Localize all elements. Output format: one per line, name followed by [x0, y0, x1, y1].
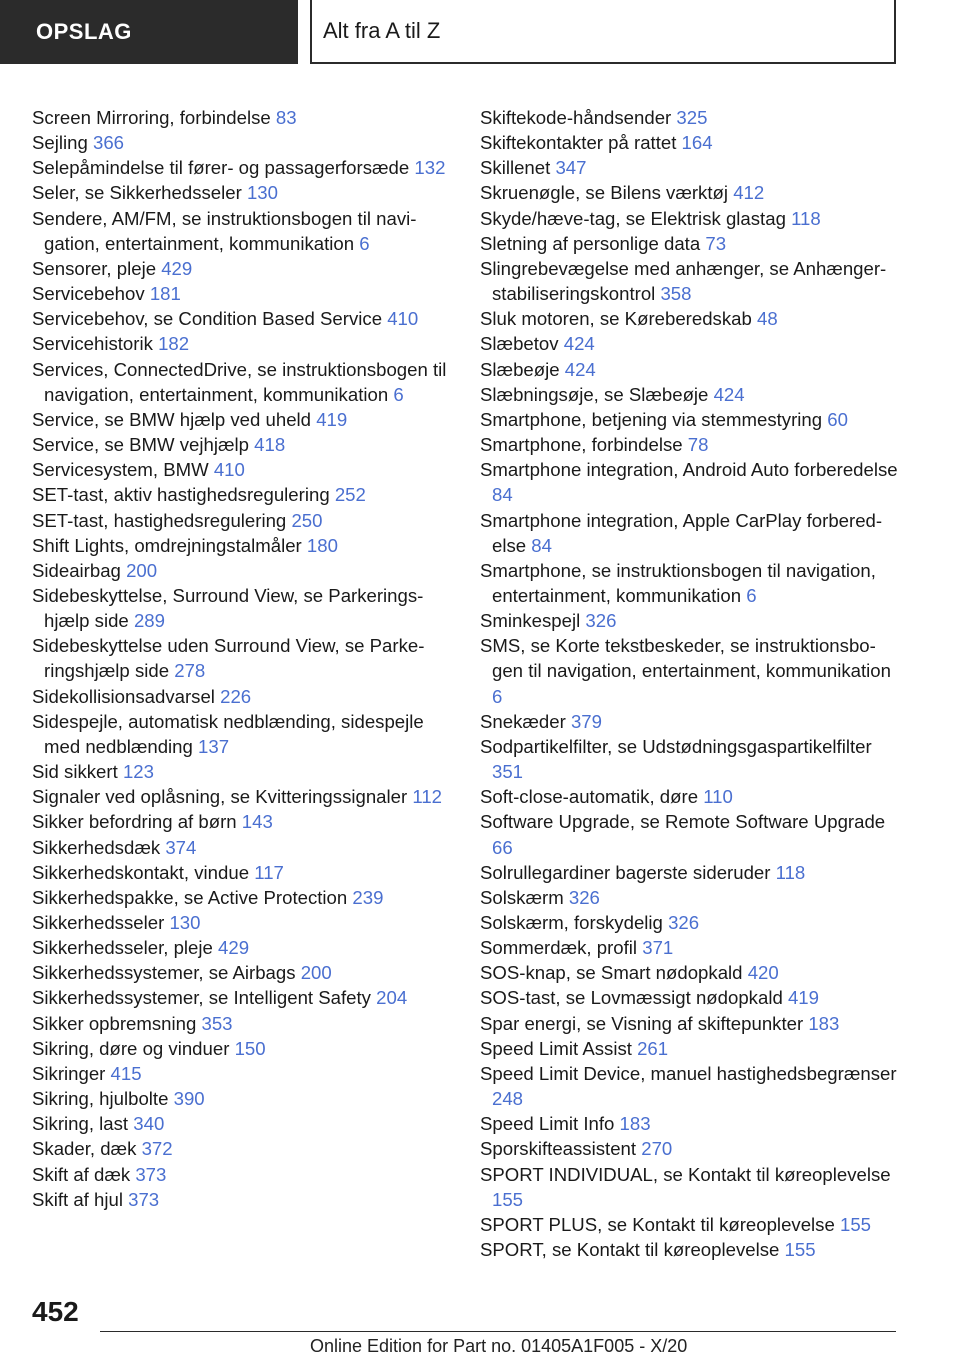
index-entry-text: Sikkerhedskontakt, vindue [32, 861, 250, 883]
index-entry [480, 985, 900, 1010]
index-entry-text: Skyde/hæve-tag, se Elektrisk glastag [480, 207, 786, 229]
index-page-link[interactable]: 6 [393, 383, 404, 405]
index-entry [32, 256, 452, 281]
footer-edition: Online Edition for Part no. 01405A1F005 - X/20 [310, 1336, 688, 1356]
index-entry [32, 407, 452, 432]
index-page-link[interactable]: 130 [246, 182, 278, 204]
index-entry-text: Smartphone integration, Apple CarPlay forberedelse [480, 509, 883, 556]
index-entry [32, 985, 452, 1010]
index-entry [32, 533, 452, 558]
index-entry-text: SPORT, se Kontakt til køreoplevelse [480, 1239, 780, 1261]
index-page-link[interactable]: 270 [641, 1138, 673, 1160]
index-page-link[interactable]: 429 [161, 257, 193, 279]
index-page-link[interactable]: 182 [158, 333, 190, 355]
index-entry-text: Skift af hjul [32, 1188, 123, 1210]
index-entry-text: SET-tast, aktiv hastighedsregulering [32, 484, 330, 506]
index-page-link[interactable]: 66 [492, 836, 513, 858]
index-page-link[interactable]: 325 [676, 107, 708, 128]
index-page-link[interactable]: 347 [555, 157, 587, 179]
index-entry-text: Skiftekode-håndsender [480, 107, 672, 128]
index-page-link[interactable]: 373 [135, 1163, 167, 1185]
index-entry [32, 1136, 452, 1161]
index-page-link[interactable]: 84 [492, 484, 513, 506]
index-entry-text: Signaler ved oplåsning, se Kvitteringssignaler [32, 786, 408, 808]
index-entry [32, 759, 452, 784]
index-page-link[interactable]: 366 [93, 132, 125, 154]
index-entry-text: Sikkerhedsseler, pleje [32, 937, 213, 959]
index-entry [32, 508, 452, 533]
index-entry [32, 432, 452, 457]
index-page-link[interactable]: 132 [414, 157, 446, 179]
index-page-link[interactable]: 420 [747, 962, 779, 984]
footer-rule [100, 1331, 896, 1332]
index-entry-text: SPORT PLUS, se Kontakt til køreoplevelse [480, 1213, 835, 1235]
index-entry [480, 407, 900, 432]
index-entry-text: Servicebehov, se Condition Based Service [32, 308, 383, 330]
index-entry-text: Sminkespejl [480, 610, 581, 632]
index-entry [480, 306, 900, 331]
index-entry-text: Solskærm [480, 886, 564, 908]
index-entry-text: Sikring, døre og vinduer [32, 1037, 230, 1059]
index-entry-text: Slæbeøje [480, 358, 560, 380]
index-entry [480, 1061, 900, 1111]
index-entry [32, 180, 452, 205]
index-page-link[interactable]: 143 [241, 811, 273, 833]
index-entry-text: Seler, se Sikkerhedsseler [32, 182, 242, 204]
index-page-link[interactable]: 351 [492, 761, 524, 783]
index-page-link[interactable]: 117 [254, 861, 284, 883]
index-entry-text: Sidebeskyttelse, Surround View, se Parkeringshjælp side [32, 584, 424, 632]
index-entry-text: Smartphone, se instruktionsbogen til navigation, entertainment, kommunikation [480, 559, 876, 606]
index-column-right [480, 105, 900, 1262]
index-page-link[interactable]: 137 [198, 735, 230, 757]
index-entry-text: Solrullegardiner bagerste sideruder [480, 861, 771, 883]
index-page-link[interactable]: 326 [568, 886, 600, 908]
index-entry [480, 1136, 900, 1161]
index-page-link[interactable]: 180 [306, 534, 338, 556]
index-page-link[interactable]: 373 [128, 1188, 160, 1210]
index-page-link[interactable]: 412 [733, 182, 765, 204]
index-page-link[interactable]: 183 [619, 1113, 651, 1135]
index-entry [32, 935, 452, 960]
index-entry-text: Slæbetov [480, 333, 559, 355]
index-entry-text: Sikkerhedsseler [32, 912, 165, 933]
index-entry [32, 482, 452, 507]
index-entry-text: Sikkerhedsdæk [32, 836, 161, 858]
index-entry [480, 1162, 900, 1212]
index-page-link[interactable]: 204 [376, 987, 408, 1009]
index-entry-text: Service, se BMW vejhjælp [32, 434, 249, 456]
index-page-link[interactable]: 419 [787, 987, 819, 1009]
page-number: 452 [32, 1296, 79, 1327]
index-entry [480, 1111, 900, 1136]
index-entry-text: Servicesystem, BMW [32, 459, 209, 481]
index-entry [32, 1011, 452, 1036]
index-entry [480, 633, 900, 708]
index-page-link[interactable]: 390 [173, 1088, 205, 1110]
index-entry [32, 835, 452, 860]
index-entry-text: Spar energi, se Visning af skiftepunkter [480, 1012, 804, 1034]
index-page-link[interactable]: 379 [570, 710, 602, 732]
index-entry-text: Sikringer [32, 1062, 106, 1084]
index-page-link[interactable]: 419 [316, 408, 348, 430]
index-entry-text: Slæbningsøje, se Slæbeøje [480, 383, 709, 405]
index-entry [32, 457, 452, 482]
index-entry [32, 684, 452, 709]
index-page-link[interactable]: 6 [746, 584, 757, 606]
index-entry [480, 231, 900, 256]
index-entry [32, 281, 452, 306]
index-page-link[interactable]: 48 [756, 308, 778, 330]
index-entry [480, 432, 900, 457]
index-page-link[interactable]: 248 [492, 1088, 524, 1110]
index-page-link[interactable]: 418 [254, 434, 286, 456]
index-page-link[interactable]: 252 [334, 484, 366, 506]
index-entry [32, 910, 452, 935]
index-entry [32, 784, 452, 809]
index-entry [480, 960, 900, 985]
index-entry [480, 1011, 900, 1036]
index-page-link[interactable]: 118 [791, 207, 821, 229]
index-entry-text: Sendere, AM/FM, se instruktionsbogen til navigation, entertainment, kommunikation [32, 207, 417, 254]
index-page-link[interactable]: 200 [300, 962, 332, 984]
index-entry-text: Sikring, hjulbolte [32, 1088, 169, 1110]
index-page-link[interactable]: 239 [352, 886, 384, 908]
index-entry [480, 382, 900, 407]
index-entry-text: Smartphone integration, Android Auto forberedelse [480, 459, 898, 481]
index-entry-text: Speed Limit Assist [480, 1037, 632, 1059]
index-entry [480, 935, 900, 960]
index-entry [32, 105, 452, 130]
index-page-link[interactable]: 183 [808, 1012, 840, 1034]
index-page-link[interactable]: 289 [133, 610, 165, 632]
index-entry-text: Sikker befordring af børn [32, 811, 237, 833]
index-page-link[interactable]: 6 [359, 232, 370, 254]
index-entry-text: Servicebehov [32, 283, 145, 305]
index-entry-text: Smartphone, betjening via stemmestyring [480, 408, 823, 430]
index-entry-text: SMS, se Korte tekstbeskeder, se instruktionsbogen til navigation, entertainment, kommunikation [480, 635, 891, 682]
index-page-link[interactable]: 424 [564, 358, 596, 380]
index-entry-text: Services, ConnectedDrive, se instruktionsbogen til navigation, entertainment, kommunikation [32, 358, 447, 405]
index-entry-text: Soft-close-automatik, døre [480, 786, 699, 808]
index-entry-text: Sikkerhedspakke, se Active Protection [32, 886, 348, 908]
index-entry [32, 809, 452, 834]
index-column-left [32, 105, 452, 1212]
index-entry [480, 860, 900, 885]
index-entry [480, 885, 900, 910]
index-entry-text: Sideairbag [32, 559, 121, 581]
index-entry-text: SOS-knap, se Smart nødopkald [480, 962, 743, 984]
index-page-link[interactable]: 278 [174, 660, 206, 682]
index-entry [480, 508, 900, 558]
index-page-link[interactable]: 155 [840, 1213, 872, 1235]
section-tab: OPSLAG [0, 0, 298, 64]
index-entry [32, 206, 452, 256]
index-entry-text: Sensorer, pleje [32, 257, 157, 279]
index-entry [32, 885, 452, 910]
index-page-link[interactable]: 358 [660, 283, 692, 305]
index-entry-text: Screen Mirroring, forbindelse [32, 107, 271, 128]
index-page-link[interactable]: 118 [775, 861, 806, 883]
index-entry [480, 357, 900, 382]
index-entry-text: Skiftekontakter på rattet [480, 132, 677, 154]
index-entry [32, 130, 452, 155]
page-title: Alt fra A til Z [311, 0, 896, 64]
index-entry-text: Sid sikkert [32, 761, 118, 783]
index-entry-text: Smartphone, forbindelse [480, 434, 683, 456]
index-entry [32, 1162, 452, 1187]
index-entry-text: SOS-tast, se Lovmæssigt nødopkald [480, 987, 783, 1009]
index-page-link[interactable]: 371 [642, 937, 674, 959]
index-page-link[interactable]: 372 [141, 1138, 173, 1160]
index-entry [480, 784, 900, 809]
index-entry [32, 860, 452, 885]
index-page-link[interactable]: 353 [201, 1012, 233, 1034]
index-page-link[interactable]: 150 [234, 1037, 266, 1059]
index-page-link[interactable]: 424 [713, 383, 745, 405]
index-page-link[interactable]: 123 [122, 761, 154, 783]
index-entry [32, 583, 452, 633]
index-entry-text: Sikker opbremsning [32, 1012, 197, 1034]
index-entry [32, 558, 452, 583]
index-page-link[interactable]: 200 [126, 559, 158, 581]
index-page-link[interactable]: 84 [531, 534, 552, 556]
index-entry [32, 960, 452, 985]
index-page-link[interactable]: 181 [149, 283, 181, 305]
index-entry [480, 709, 900, 734]
index-entry [480, 130, 900, 155]
index-entry-text: Sejling [32, 132, 88, 154]
index-entry [480, 910, 900, 935]
index-entry-text: Snekæder [480, 710, 566, 732]
index-entry [480, 331, 900, 356]
index-entry [480, 1237, 900, 1262]
index-entry-text: Servicehistorik [32, 333, 153, 355]
index-page-link[interactable]: 374 [165, 836, 197, 858]
index-page-link[interactable]: 155 [492, 1188, 524, 1210]
index-entry [32, 1061, 452, 1086]
index-entry-text: Sidespejle, automatisk nedblænding, sidespejle med nedblænding [32, 710, 424, 757]
index-page-link[interactable]: 112 [412, 786, 443, 808]
index-entry-text: Solskærm, forskydelig [480, 912, 663, 933]
index-entry-text: Sluk motoren, se Køreberedskab [480, 308, 752, 330]
index-page-link[interactable]: 110 [703, 786, 733, 808]
index-entry [32, 633, 452, 683]
index-entry-text: Sikring, last [32, 1113, 129, 1135]
index-page-link[interactable]: 410 [387, 308, 419, 330]
index-page-link[interactable]: 340 [133, 1113, 165, 1135]
index-entry [480, 256, 900, 306]
index-entry [32, 709, 452, 759]
index-entry [480, 155, 900, 180]
index-entry-text: Sidebeskyttelse uden Surround View, se Parkeringshjælp side [32, 635, 425, 682]
index-entry-text: Sidekollisionsadvarsel [32, 685, 215, 707]
index-entry [480, 608, 900, 633]
index-entry [480, 809, 900, 859]
index-page-link[interactable]: 130 [169, 912, 201, 933]
index-page-link[interactable]: 6 [492, 685, 503, 707]
index-entry-text: Sikkerhedssystemer, se Intelligent Safety [32, 987, 371, 1009]
index-entry-text: Slingrebevægelse med anhænger, se Anhænger-stabiliseringskontrol [480, 257, 887, 305]
index-entry [480, 1036, 900, 1061]
index-entry-text: Skader, dæk [32, 1138, 137, 1160]
index-entry-text: Service, se BMW hjælp ved uheld [32, 408, 312, 430]
index-entry-text: Sodpartikelfilter, se Udstødningsgaspartikelfilter [480, 735, 872, 757]
index-entry-text: Sletning af personlige data [480, 232, 701, 254]
index-entry [32, 331, 452, 356]
index-entry [32, 155, 452, 180]
index-page-link[interactable]: 78 [687, 434, 709, 456]
index-entry [480, 1212, 900, 1237]
index-page-link[interactable]: 155 [784, 1239, 816, 1261]
index-entry-text: Sikkerhedssystemer, se Airbags [32, 962, 296, 984]
index-entry [32, 1111, 452, 1136]
index-entry [480, 180, 900, 205]
index-entry-text: Skift af dæk [32, 1163, 131, 1185]
index-page-link[interactable]: 164 [681, 132, 713, 154]
index-entry [32, 1187, 452, 1212]
index-entry [480, 457, 900, 507]
index-page-link[interactable]: 226 [220, 685, 252, 707]
index-entry-text: SET-tast, hastighedsregulering [32, 509, 287, 531]
index-entry-text: Shift Lights, omdrejningstalmåler [32, 534, 302, 556]
index-entry-text: Sommerdæk, profil [480, 937, 638, 959]
index-entry-text: Speed Limit Info [480, 1113, 615, 1135]
index-entry-text: Selepåmindelse til fører- og passagerforsæde [32, 157, 410, 179]
index-page-link[interactable]: 429 [218, 937, 250, 959]
index-entry [32, 306, 452, 331]
index-entry [480, 105, 900, 130]
index-entry-text: Software Upgrade, se Remote Software Upgrade [480, 811, 886, 833]
index-entry-text: Sporskifteassistent [480, 1138, 637, 1160]
index-entry-text: SPORT INDIVIDUAL, se Kontakt til køreoplevelse [480, 1163, 891, 1185]
index-entry [480, 558, 900, 608]
index-page-link[interactable]: 60 [827, 408, 848, 430]
index-entry-text: Speed Limit Device, manuel hastighedsbegrænser [480, 1062, 897, 1084]
index-page-link[interactable]: 250 [291, 509, 323, 531]
index-page-link[interactable]: 73 [705, 232, 727, 254]
index-page-link[interactable]: 424 [563, 333, 595, 355]
index-entry [32, 1086, 452, 1111]
index-page-link[interactable]: 261 [637, 1037, 669, 1059]
index-page-link[interactable]: 415 [110, 1062, 142, 1084]
index-entry [32, 357, 452, 407]
index-entry-text: Skruenøgle, se Bilens værktøj [480, 182, 729, 204]
index-entry [480, 734, 900, 784]
index-entry [32, 1036, 452, 1061]
index-page-link[interactable]: 326 [668, 912, 700, 933]
index-entry [480, 206, 900, 231]
index-page-link[interactable]: 83 [275, 107, 297, 128]
index-entry-text: Skillenet [480, 157, 551, 179]
index-page-link[interactable]: 410 [213, 459, 245, 481]
index-page-link[interactable]: 326 [585, 610, 617, 632]
